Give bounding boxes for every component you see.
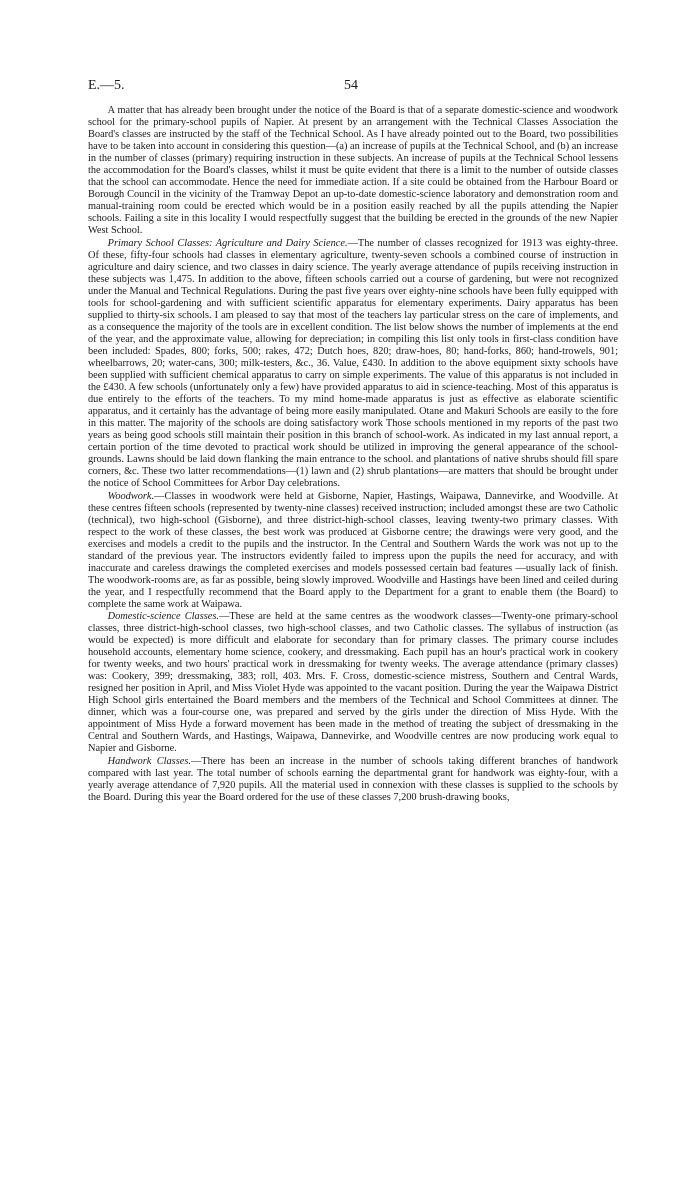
paragraph-agriculture xyxy=(88,238,618,491)
report-body xyxy=(88,105,618,804)
paragraph-text: —Classes in woodwork were held at Gisborne, Napier, Hastings, Waipawa, Dannevirke, and Woodville. At these centres fifteen schools (represented by twenty-nine classes) received instruction; included amongst these are two Catholic (technical), two high-school (Gisborne), and three district-high-school classes, leaving twenty-two primary classes. With respect to the work of these classes, the best work was produced at Gisborne centre; the drawings were very good, and the exercises and models a credit to the pupils and the instructor. In the Central and Southern Wards the work was not up to the standard of the previous year. The instructors evidently failed to impress upon the pupils the need for accuracy, and with inaccurate and careless drawings the completed exercises and models possessed certain bad features —usually lack of finish. The woodwork-rooms are, as far as possible, being slowly improved. Woodville and Hastings have been lined and ceiled during the year, and I respectfully recommend that the Board apply to the Department for a grant to enable them (the Board) to complete the same work at Waipawa. xyxy=(88,490,618,610)
paragraph-text: A matter that has already been brought under the notice of the Board is that of a separate domestic-science and woodwork school for the primary-school pupils of Napier. At present by an arrangement with the Technical Classes Association the Board's classes are instructed by the staff of the Technical School. As I have already pointed out to the Board, two possibilities have to be taken into account in considering this question—(a) an increase of pupils at the Technical School, and (b) an increase in the number of classes (primary) requiring instruction in these subjects. An increase of pupils at the Technical School lessens the accommodation for the Board's classes, whilst it must be quite evident that there is a limit to the number of outside classes that the school can accommodate. Hence the need for immediate action. If a site could be obtained from the Harbour Board or Borough Council in the vicinity of the Tramway Depot an up-to-date domestic-science laboratory and demonstration room and manual-training room could be erected which would be in a position easily reached by all the pupils attending the Napier schools. Failing a site in this locality I would respectfully suggest that the building be erected in the grounds of the new Napier West School. xyxy=(88,105,618,237)
section-heading-woodwork: Woodwork. xyxy=(107,490,155,502)
page-header xyxy=(88,78,618,96)
paragraph-text: —There has been an increase in the number of schools taking different branches of handwork compared with last year. The total number of schools earning the departmental grant for handwork was eighty-four, with a yearly average attendance of 7,920 pupils. All the material used in connexion with these classes is supplied to the schools by the Board. During this year the Board ordered for the use of these classes 7,200 brush-drawing books, xyxy=(88,755,618,803)
page-number: 54 xyxy=(344,78,358,93)
paragraph-text: —The number of classes recognized for 1913 was eighty-three. Of these, fifty-four schools had classes in elementary agriculture, twenty-seven schools a combined course of instruction in agriculture and dairy science, and two classes in dairy science. The yearly average attendance of pupils receiving instruction in these subjects was 1,475. In addition to the above, fifteen schools carried out a course of gardening, but were not recognized under the Manual and Technical Regulations. During the past five years over eighty-nine schools have been fully equipped with tools for school-gardening and with sufficient scientific apparatus for elementary experiments. Dairy apparatus has been supplied to thirty-six schools. I am pleased to say that most of the teachers lay particular stress on the care of implements, and as a consequence the majority of the tools are in excellent condition. The list below shows the number of implements at the end of the year, and the approximate value, allowing for depreciation; in compiling this list only tools in first-class condition have been included: Spades, 800; forks, 500; rakes, 472; Dutch hoes, 820; draw-hoes, 80; hand-forks, 860; hand-trowels, 901; wheelbarrows, 20; water-cans, 300; milk-testers, &c., 36. Value, £430. In addition to the above equipment sixty schools have been supplied with sufficient chemical apparatus to carry on simple experiments. The value of this apparatus is not included in the £430. A few schools (unfortunately only a few) have provided apparatus to aid in science-teaching. Most of this apparatus is due entirely to the efforts of the teachers. To my mind home-made apparatus is just as effective as elaborate scientific apparatus, and it certainly has the advantage of being more easily manipulated. Otane and Makuri Schools are easily to the fore in this matter. The majority of the schools are doing satisfactory work Those schools mentioned in my reports of the past two years as being good schools still maintain their position in this branch of school-work. As indicated in my last annual report, a certain portion of the time devoted to practical work should be utilized in improving the general appearance of the school-grounds. Lawns should be laid down flanking the main entrance to the school. and plantations of native shrubs should fill spare corners, &c. These two latter recommendations—(1) lawn and (2) shrub plantations—are matters that should be brought under the notice of School Committees for Arbor Day celebrations. xyxy=(88,237,618,490)
section-heading-domestic-science: Domestic-science Classes. xyxy=(107,610,219,622)
section-heading-handwork: Handwork Classes. xyxy=(107,755,191,767)
paragraph-text: —These are held at the same centres as the woodwork classes—Twenty-one primary-school classes, three district-high-school classes, two high-school classes, and two Catholic classes. The syllabus of instruction (as would be expected) is more difficult and elaborate for secondary than for primary classes. The primary course includes household accounts, elementary home science, cookery, and dressmaking. Each pupil has an hour's practical work in cookery for twenty weeks, and two hours' practical work in dressmaking for twenty weeks. The average attendance (primary classes) was: Cookery, 399; dressmaking, 383; roll, 403. Mrs. F. Cross, domestic-science mistress, Southern and Central Wards, resigned her position in April, and Miss Violet Hyde was appointed to the vacant position. During the year the Waipawa District High School girls entertained the Board members and the members of the Technical and School Committees at dinner. The dinner, which was a four-course one, was prepared and served by the girls under the direction of Miss Hyde. With the appointment of Miss Hyde a forward movement has been made in the method of treating the subject of dressmaking in the Central and Southern Wards, and Hastings, Waipawa, Dannevirke, and Woodville centres are now producing work equal to Napier and Gisborne. xyxy=(88,610,619,755)
paragraph-napier-school xyxy=(88,105,618,238)
report-reference: E.—5. xyxy=(88,78,125,93)
section-heading-agriculture: Primary School Classes: Agriculture and Dairy Science. xyxy=(107,237,348,249)
paragraph-domestic-science xyxy=(88,611,618,756)
paragraph-handwork xyxy=(88,756,618,804)
paragraph-woodwork xyxy=(88,491,618,611)
